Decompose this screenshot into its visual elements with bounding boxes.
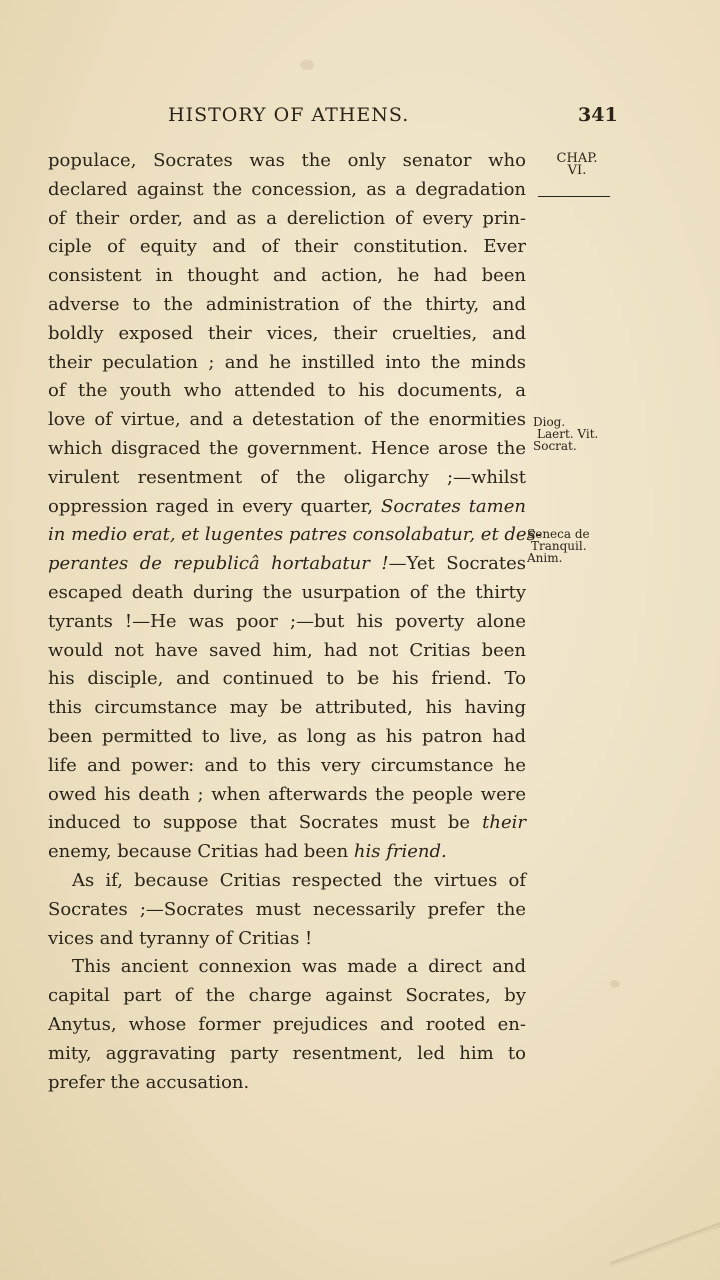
- text-line: [48, 550, 526, 579]
- latin-quote-line: in medio erat, et lugentes patres consolabatur, et des-: [48, 524, 542, 546]
- text-line: ciple of equity and of their constitution. Ever: [48, 236, 526, 258]
- emphasis: their: [482, 812, 526, 834]
- text-line: life and power: and to this very circumstance he: [48, 754, 526, 776]
- text-line: love of virtue, and a detestation of the enormities: [48, 409, 526, 431]
- text-line: their peculation ; and he instilled into the minds: [48, 351, 526, 373]
- paragraph-line: vices and tyranny of Critias !: [48, 927, 313, 949]
- margin-note-line: Tranquil.: [531, 539, 587, 553]
- margin-note-diogenes: [533, 416, 598, 452]
- text-line: boldly exposed their vices, their cruelties, and: [48, 322, 526, 344]
- paragraph-line: This ancient connexion was made a direct and: [72, 956, 526, 978]
- text-line: [48, 838, 526, 867]
- text-segment: oppression raged in every quarter,: [48, 495, 374, 517]
- paragraph-line: capital part of the charge against Socrates, by: [48, 985, 526, 1007]
- foxing-spot: [300, 60, 314, 70]
- body-text: [48, 147, 542, 1097]
- paragraph-line: prefer the accusation.: [48, 1071, 250, 1093]
- foxing-spot: [610, 980, 620, 988]
- latin-quote: perantes de republicâ hortabatur !: [48, 553, 389, 575]
- text-line: would not have saved him, had not Critias been: [48, 639, 526, 661]
- text-line: virulent resentment of the oligarchy ;—whilst: [48, 466, 526, 488]
- chapter-number: VI.: [567, 163, 587, 178]
- paragraph-line: mity, aggravating party resentment, led him to: [48, 1042, 526, 1064]
- text-line: of their order, and as a dereliction of every prin-: [48, 207, 526, 229]
- paragraph-line: As if, because Critias respected the virtues of: [72, 869, 526, 891]
- margin-note-line: Diog.: [533, 415, 566, 429]
- emphasis: his friend.: [353, 841, 447, 863]
- margin-note-line: Seneca de: [527, 527, 590, 541]
- text-line: tyrants !—He was poor ;—but his poverty alone: [48, 610, 526, 632]
- text-segment: induced to suppose that Socrates must be: [48, 812, 471, 834]
- paragraph-line: Anytus, whose former prejudices and rooted en-: [48, 1013, 526, 1035]
- text-line: [48, 809, 526, 838]
- margin-note-line: Socrat.: [533, 439, 577, 453]
- running-title: HISTORY OF ATHENS.: [168, 104, 410, 126]
- text-line: this circumstance may be attributed, his having: [48, 697, 526, 719]
- running-header: [48, 104, 628, 134]
- chapter-rule: [538, 196, 610, 197]
- text-line: consistent in thought and action, he had been: [48, 265, 526, 287]
- chapter-label: CHAP.: [556, 151, 598, 166]
- text-line: adverse to the administration of the thirty, and: [48, 293, 526, 315]
- chapter-marker: [549, 153, 605, 177]
- text-line: [48, 493, 526, 522]
- text-line: declared against the concession, as a degradation: [48, 178, 526, 200]
- text-line: which disgraced the government. Hence arose the: [48, 437, 526, 459]
- text-line: his disciple, and continued to be his friend. To: [48, 668, 526, 690]
- text-line: of the youth who attended to his documents, a: [48, 380, 526, 402]
- text-line: owed his death ; when afterwards the people were: [48, 783, 526, 805]
- page-crease: [610, 1190, 720, 1280]
- text-line: escaped death during the usurpation of the thirty: [48, 581, 526, 603]
- paragraph-line: Socrates ;—Socrates must necessarily prefer the: [48, 898, 526, 920]
- margin-note-line: Anim.: [527, 551, 563, 565]
- text-segment: —Yet Socrates: [388, 553, 526, 575]
- text-segment: enemy, because Critias had been: [48, 841, 349, 863]
- margin-note-line: Laert. Vit.: [537, 427, 599, 441]
- text-line: populace, Socrates was the only senator who: [48, 150, 526, 171]
- latin-quote: Socrates tamen: [381, 495, 526, 517]
- text-line: been permitted to live, as long as his patron had: [48, 725, 526, 747]
- page-number: 341: [578, 104, 618, 126]
